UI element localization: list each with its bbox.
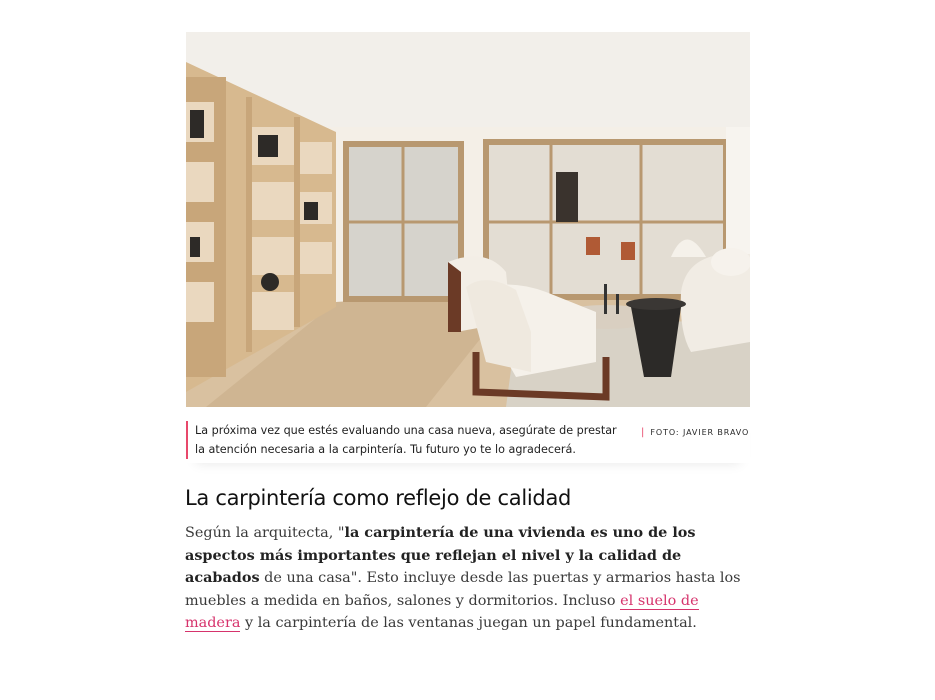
article-paragraph (185, 522, 755, 635)
paragraph-intro: Según la arquitecta, " (185, 525, 345, 541)
paragraph-middle: de una casa". Esto incluye desde las puertas y armarios hasta los muebles a medida en baños, salones y dormitorios. Incluso (185, 570, 741, 609)
photo-credit (641, 427, 749, 438)
photo-caption (186, 407, 750, 463)
article-photo (186, 32, 750, 407)
caption-text: La próxima vez que estés evaluando una casa nueva, asegúrate de prestar la atención necesaria a la carpintería. Tu futuro yo te lo agradecerá. (186, 421, 621, 459)
section-heading: La carpintería como reflejo de calidad (185, 486, 572, 510)
paragraph-end: y la carpintería de las ventanas juegan un papel fundamental. (240, 615, 697, 631)
living-room-photo (186, 32, 750, 407)
wood-floor-link[interactable]: el suelo de madera (185, 592, 699, 631)
paragraph-quote-bold: la carpintería de una vivienda es uno de los aspectos más importantes que reflejan el nivel y la calidad de acabados (185, 524, 696, 586)
credit-divider: | (641, 427, 645, 438)
credit-text: FOTO: JAVIER BRAVO (650, 428, 750, 437)
